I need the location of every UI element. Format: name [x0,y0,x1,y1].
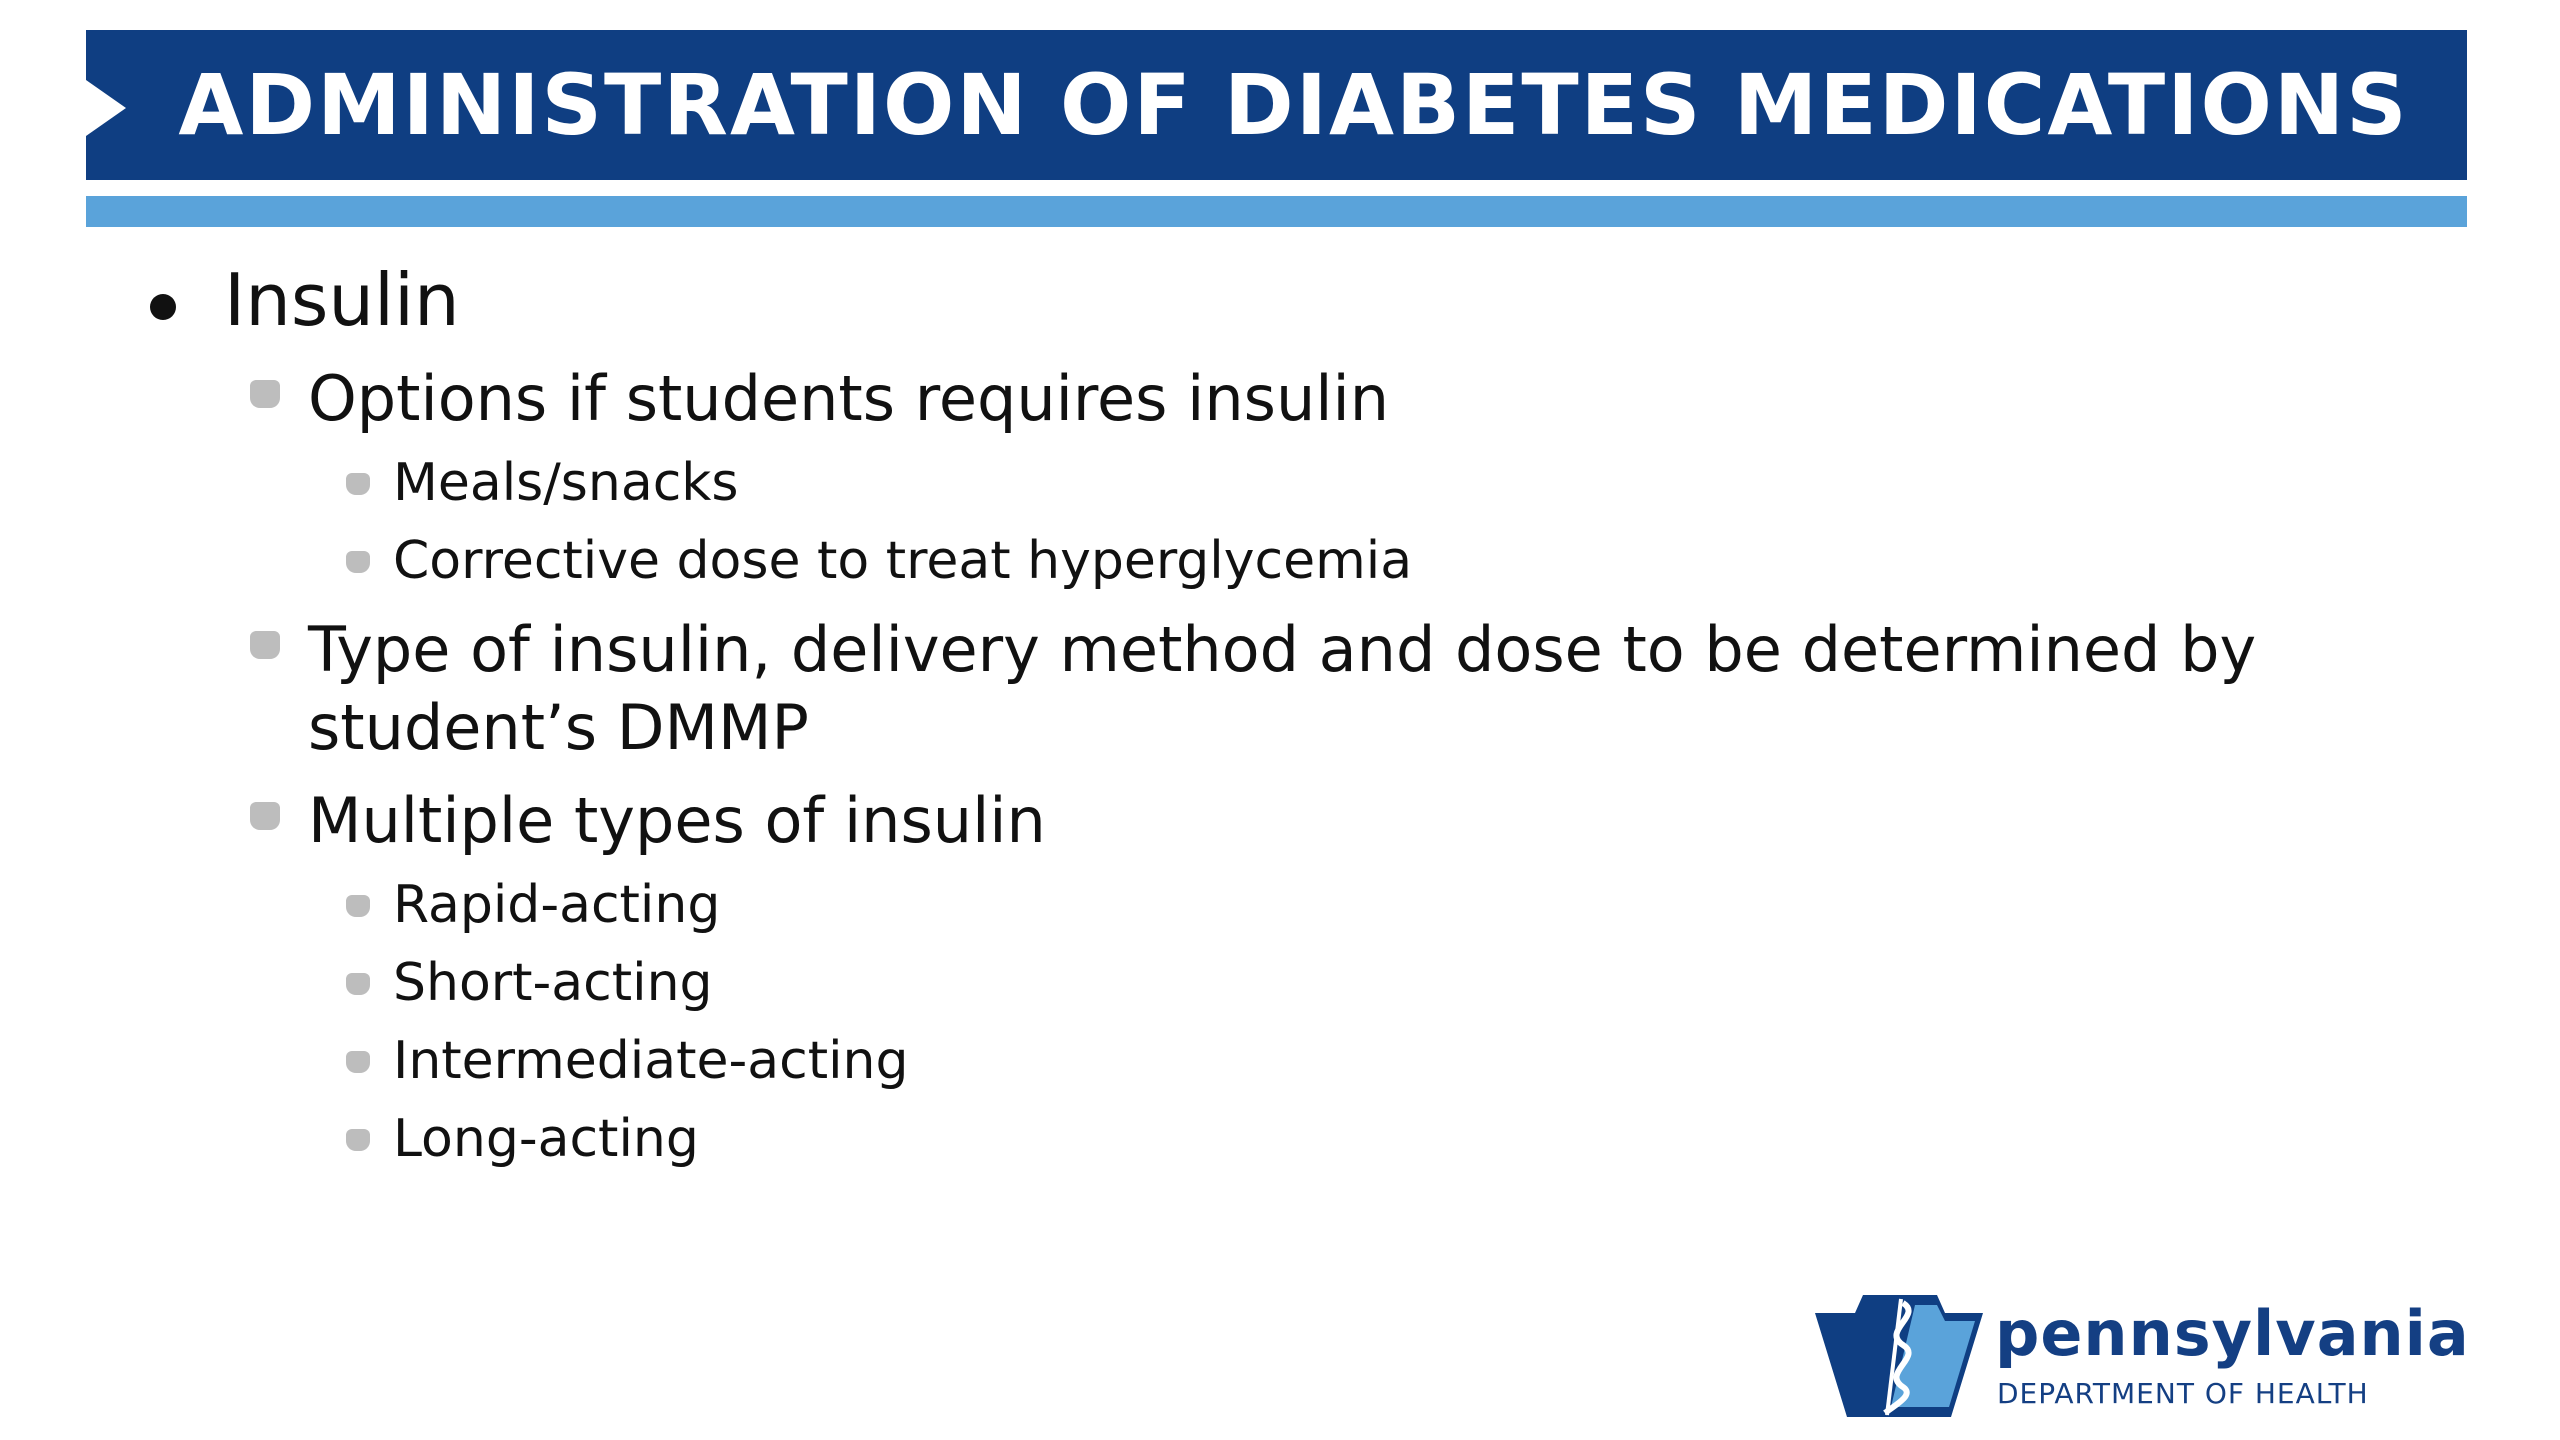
bullet-long-acting [393,1109,699,1169]
bullet-square-icon [250,802,280,830]
bullet-meals [393,453,739,513]
bullet-square-icon [346,973,370,995]
bullet-text: Meals/snacks [393,453,739,513]
keystone-caduceus-icon [1815,1295,1985,1420]
bullet-text: Intermediate-acting [393,1031,909,1091]
bullet-square-icon [250,631,280,659]
bullet-text: Multiple types of insulin [308,784,1046,857]
bullet-corrective-dose [393,531,1412,591]
logo-wordmark: pennsylvania [1995,1297,2470,1370]
pa-health-logo [1815,1295,2475,1420]
bullet-text: Long-acting [393,1109,699,1169]
bullet-text: Rapid-acting [393,875,721,935]
bullet-rapid-acting [393,875,720,935]
bullet-square-icon [346,895,370,917]
bullet-insulin [224,258,460,342]
bullet-text-line2: student’s DMMP [308,691,809,764]
bullet-square-icon [346,1051,370,1073]
bullet-text: Short-acting [393,953,713,1013]
bullet-text: Options if students requires insulin [308,362,1390,435]
bullet-intermediate-acting [393,1031,909,1091]
bullet-text: Insulin [224,258,460,342]
bullet-options [308,360,1389,438]
bullet-text-line1: Type of insulin, delivery method and dose to be determined by [308,613,2257,686]
bullet-text: Corrective dose to treat hyperglycemia [393,531,1413,591]
bullet-square-icon [346,473,370,495]
bullet-short-acting [393,953,713,1013]
bullet-multiple-types [308,782,1046,860]
bullet-square-icon [346,1129,370,1151]
bullet-square-icon [346,551,370,573]
bullet-dot-icon [150,294,176,320]
logo-subtitle: DEPARTMENT OF HEALTH [1997,1377,2369,1410]
slide-title: ADMINISTRATION OF DIABETES MEDICATIONS [178,56,2409,154]
bullet-square-icon [250,380,280,408]
bullet-type-of-insulin [308,611,2256,767]
